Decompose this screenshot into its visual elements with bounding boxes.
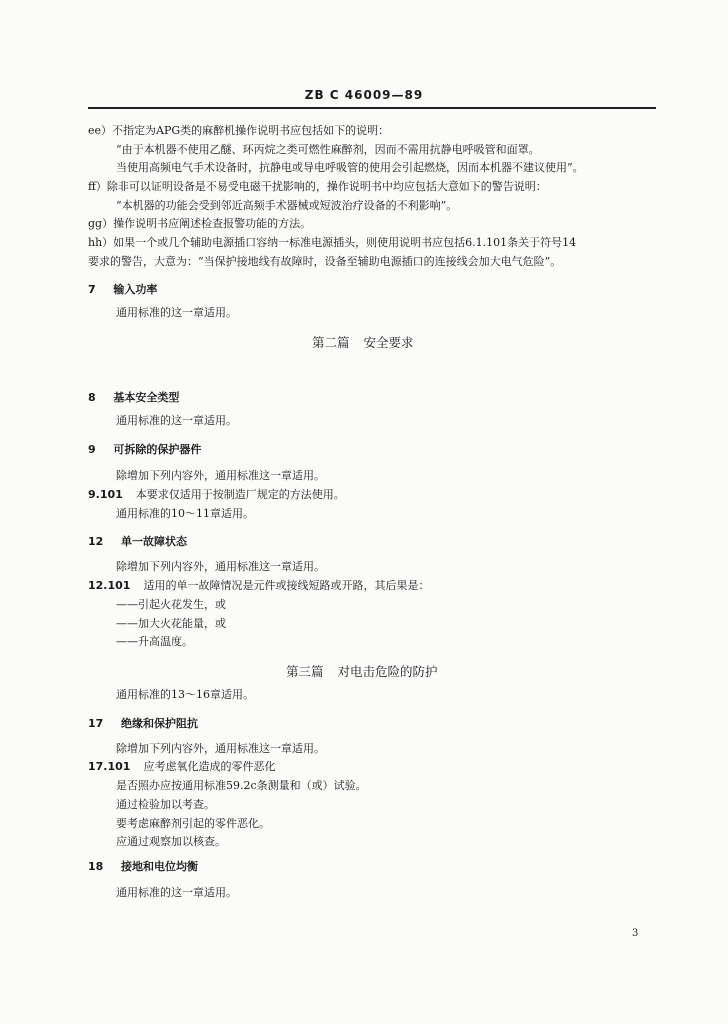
header-rule (88, 107, 656, 109)
part-number: 第二篇 (312, 335, 350, 350)
clause-number: 17.101 (88, 760, 131, 773)
section-title: 基本安全类型 (113, 391, 180, 404)
clause-17-101-line: 通过检验加以考查。 (116, 798, 215, 811)
item-ee-quote-1: “由于本机器不使用乙醚、环丙烷之类可燃性麻醉剂，因而不需用抗静电呼吸管和面罩。 (116, 143, 540, 156)
item-ee-quote-2: 当使用高频电气手术设备时，抗静电或导电呼吸管的使用会引起燃烧，因而本机器不建议使用”。 (116, 161, 584, 174)
item-ee: ee）不指定为APG类的麻醉机操作说明书应包括如下的说明： (88, 124, 390, 137)
dash-item: ——引起火花发生，或 (116, 598, 226, 611)
section-title: 可拆除的保护器件 (113, 443, 202, 456)
part-title: 安全要求 (363, 335, 414, 350)
part-3-heading (286, 662, 438, 680)
section-number: 7 (88, 283, 96, 296)
clause-17-101-line: 是否照办应按通用标准59.2c条测量和（或）试验。 (116, 779, 367, 792)
section-7-body: 通用标准的这一章适用。 (116, 306, 237, 319)
item-ff-quote: “本机器的功能会受到邻近高频手术器械或短波治疗设备的不利影响”。 (116, 199, 458, 212)
section-8-body: 通用标准的这一章适用。 (116, 414, 237, 427)
section-title: 输入功率 (113, 283, 158, 296)
item-gg: gg）操作说明书应阐述检查报警功能的方法。 (88, 217, 312, 230)
standard-code-header: ZB C 46009—89 (304, 88, 424, 102)
section-title: 单一故障状态 (121, 535, 187, 548)
section-title: 绝缘和保护阻抗 (121, 717, 198, 730)
section-17-body: 除增加下列内容外，通用标准这一章适用。 (116, 742, 325, 755)
section-18-heading (88, 860, 198, 874)
dash-item: ——加大火花能量，或 (116, 617, 226, 630)
page-number: 3 (632, 928, 639, 939)
item-hh-cont: 要求的警告，大意为：“当保护接地线有故障时，设备至辅助电源插口的连接线会加大电气危险”。 (88, 255, 562, 268)
section-number: 12 (88, 535, 104, 548)
section-8-heading (88, 391, 179, 405)
clause-17-101 (88, 760, 275, 774)
clause-9-101 (88, 488, 345, 502)
section-12-body: 除增加下列内容外，通用标准这一章适用。 (116, 560, 325, 573)
item-hh: hh）如果一个或几个辅助电源插口容纳一标准电源插头，则使用说明书应包括6.1.101条关于符号14 (88, 236, 577, 249)
clause-text: 本要求仅适用于按制造厂规定的方法使用。 (135, 488, 345, 501)
section-number: 17 (88, 717, 104, 730)
section-number: 18 (88, 860, 104, 873)
section-9-heading (88, 443, 201, 457)
sections-10-11-note: 通用标准的10～11章适用。 (116, 507, 254, 520)
part-2-heading (312, 333, 414, 351)
clause-17-101-line: 要考虑麻醉剂引起的零件恶化。 (116, 817, 270, 830)
clause-text: 适用的单一故障情况是元件或接线短路或开路，其后果是： (143, 579, 430, 592)
clause-number: 9.101 (88, 488, 123, 501)
section-9-body: 除增加下列内容外，通用标准这一章适用。 (116, 469, 325, 482)
section-number: 9 (88, 443, 96, 456)
clause-17-101-line: 应通过观察加以核查。 (116, 835, 226, 848)
section-17-heading (88, 717, 198, 731)
section-12-heading (88, 535, 187, 549)
section-title: 接地和电位均衡 (121, 860, 198, 873)
section-18-body: 通用标准的这一章适用。 (116, 886, 237, 899)
section-7-heading (88, 283, 157, 297)
clause-number: 12.101 (88, 579, 131, 592)
sections-13-16-note: 通用标准的13～16章适用。 (116, 688, 254, 701)
section-number: 8 (88, 391, 96, 404)
part-title: 对电击危险的防护 (337, 664, 438, 679)
dash-item: ——升高温度。 (116, 635, 193, 648)
item-ff: ff）除非可以证明设备是不易受电磁干扰影响的，操作说明书中均应包括大意如下的警告说明： (88, 180, 547, 193)
part-number: 第三篇 (286, 664, 324, 679)
clause-12-101 (88, 579, 429, 593)
clause-text: 应考虑氧化造成的零件恶化 (143, 760, 276, 773)
